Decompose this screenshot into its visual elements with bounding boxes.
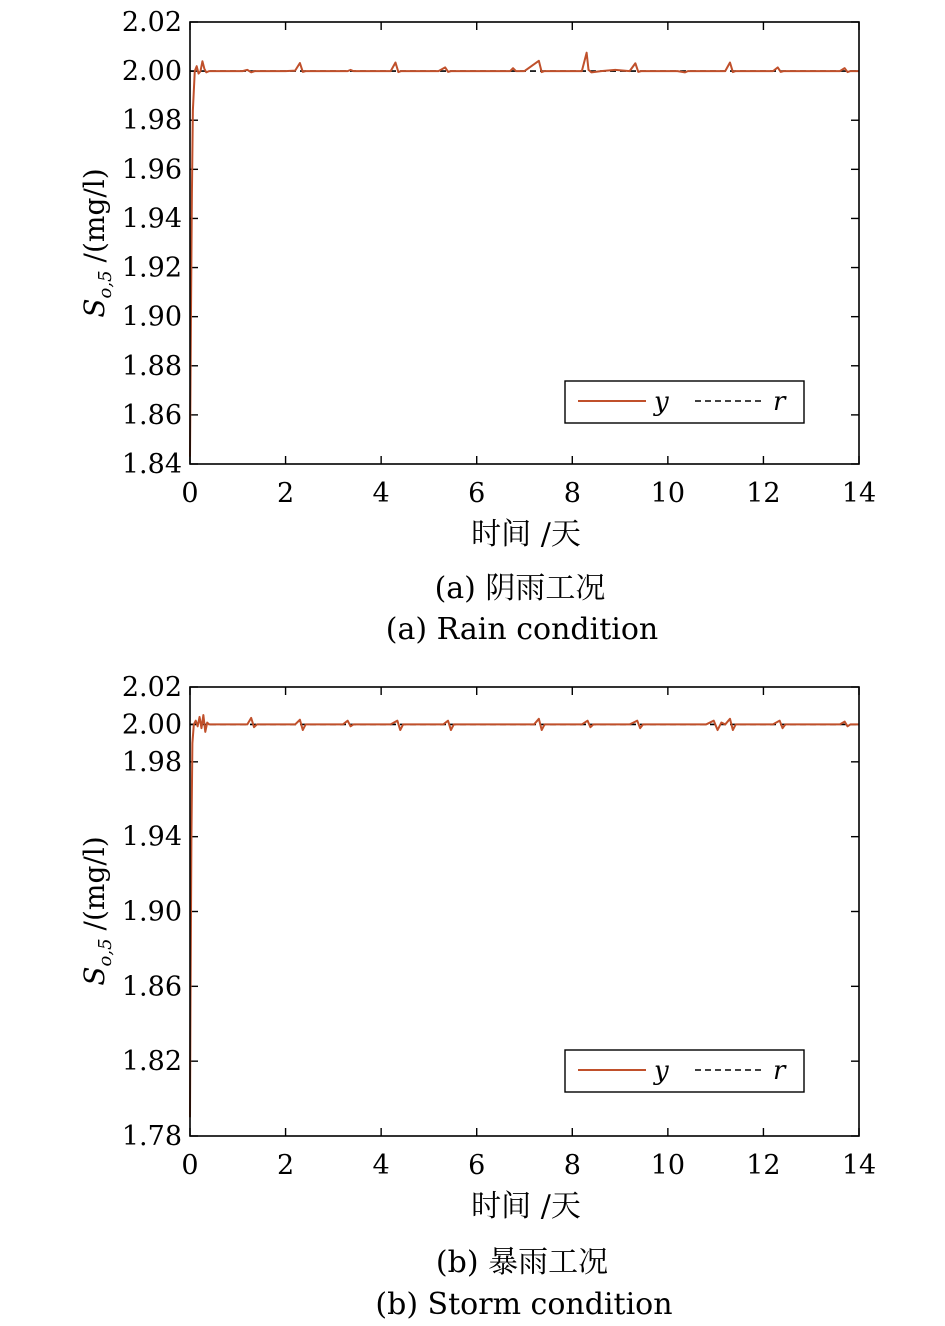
chart-panel-a: [78, 7, 876, 647]
y-tick-label: 2.02: [121, 672, 182, 703]
y-tick-label: 1.88: [121, 350, 182, 382]
x-tick-label: 2: [276, 478, 295, 509]
y-tick-label: 1.84: [121, 449, 182, 480]
x-axis-label-a: 时间 /天: [471, 517, 581, 552]
legend-b: [565, 1050, 804, 1092]
caption-cn-b: (b) 暴雨工况: [435, 1245, 609, 1280]
x-tick-label: 0: [181, 1150, 199, 1181]
x-tick-label: 6: [468, 1150, 486, 1181]
y-tick-label: 1.94: [121, 821, 182, 853]
x-tick-label: 8: [563, 478, 581, 509]
x-tick-label: 6: [468, 478, 486, 509]
y-tick-label: 1.94: [121, 203, 182, 235]
caption-en-a: (a) Rain condition: [385, 612, 659, 647]
y-tick-label: 1.90: [121, 301, 182, 333]
y-axis-label-a: $S_{o,5}/(mg/l)$: [78, 168, 116, 318]
x-tick-label: 4: [372, 478, 390, 509]
y-tick-label: 1.96: [121, 154, 182, 186]
legend-a: [565, 381, 804, 423]
y-tick-label: 1.98: [121, 105, 182, 137]
x-tick-label: 14: [841, 478, 877, 509]
y-tick-label: 1.86: [121, 399, 182, 431]
x-tick-label: 10: [650, 1150, 686, 1181]
y-axis-label-b: $S_{o,5}/(mg/l)$: [78, 836, 116, 986]
x-tick-label: 2: [276, 1150, 295, 1181]
x-axis-label-b: 时间 /天: [471, 1189, 581, 1224]
x-tick-label: 10: [650, 478, 686, 509]
x-tick-label: 0: [181, 478, 199, 509]
caption-en-b: (b) Storm condition: [375, 1287, 673, 1322]
y-tick-label: 1.78: [121, 1121, 182, 1152]
x-ticks-b: [181, 687, 876, 1181]
y-tick-label: 2.02: [121, 7, 182, 38]
y-tick-label: 1.86: [121, 971, 182, 1003]
y-tick-label: 1.82: [121, 1046, 182, 1078]
y-tick-label: 2.00: [121, 56, 182, 88]
y-tick-label: 1.90: [121, 896, 182, 928]
x-tick-label: 12: [746, 1150, 781, 1181]
legend-label-r-a: r: [773, 387, 786, 417]
y-tick-label: 1.98: [121, 746, 182, 778]
y-tick-label: 2.00: [121, 709, 182, 741]
y-tick-label: 1.92: [121, 252, 182, 284]
legend-label-y-a: y: [654, 387, 669, 417]
legend-label-y-b: y: [654, 1056, 669, 1086]
x-tick-label: 8: [563, 1150, 581, 1181]
x-tick-label: 4: [372, 1150, 390, 1181]
caption-cn-a: (a) 阴雨工况: [434, 571, 606, 606]
legend-label-r-b: r: [773, 1056, 786, 1086]
x-ticks-a: [181, 22, 876, 509]
x-tick-label: 14: [841, 1150, 877, 1181]
chart-panel-b: [78, 672, 876, 1322]
x-tick-label: 12: [746, 478, 781, 509]
